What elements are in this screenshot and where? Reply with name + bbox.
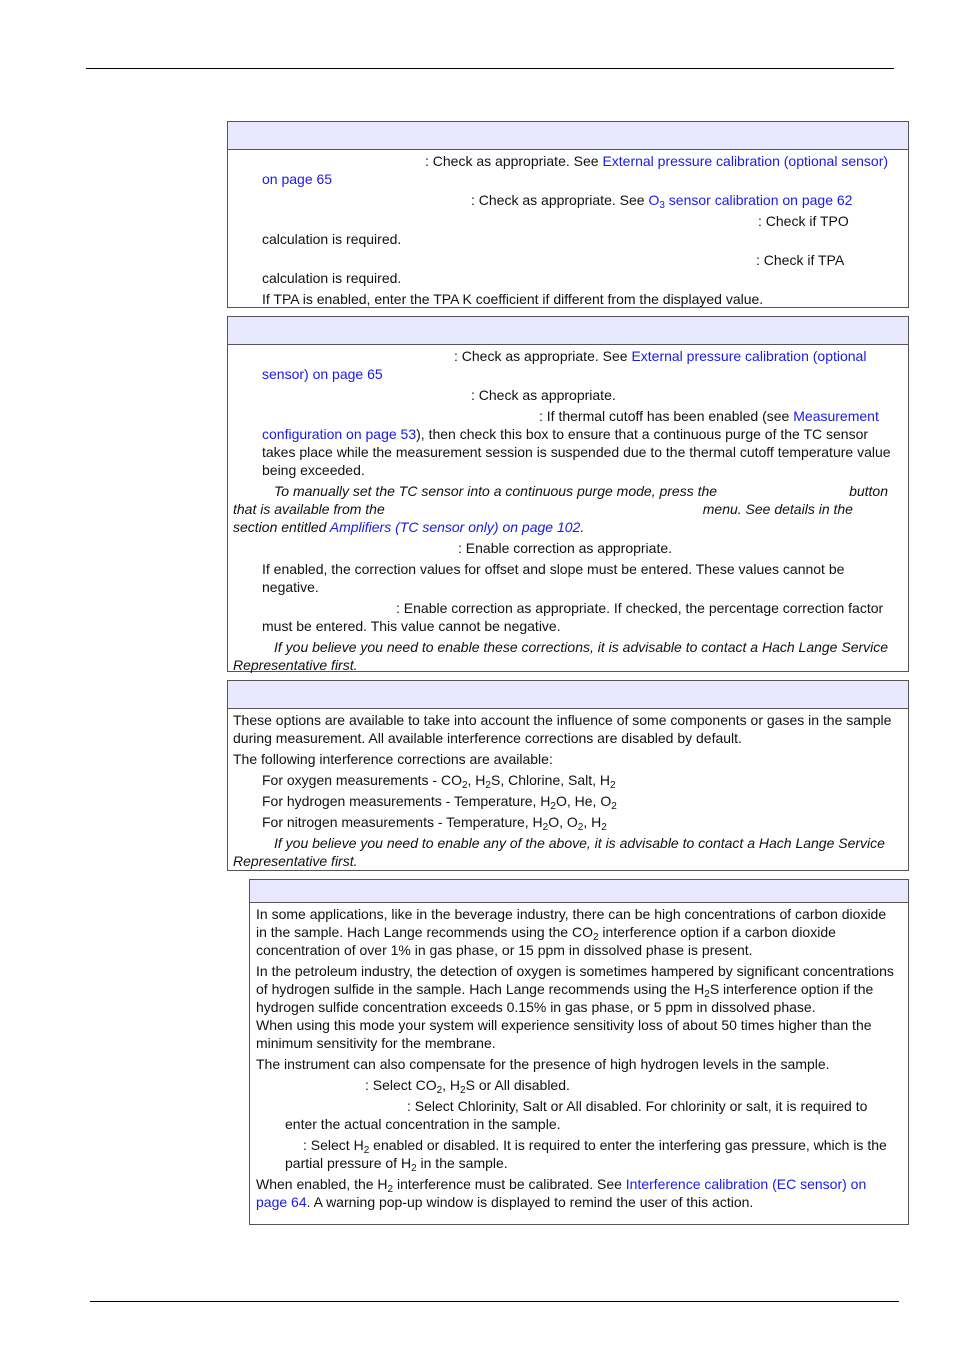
box2-item-offset-slope: If enabled, the correction values for offset and slope must be entered. These values cannot be negative. bbox=[262, 561, 845, 595]
box2-note-purge: To manually set the TC sensor into a continuous purge mode, press the button that is available from the menu. See details in the section entitled Amplifiers (TC sensor only) on page 102. bbox=[233, 483, 889, 535]
box1-item-o3: : Check as appropriate. See $O_3$ sensor calibration on page 62 bbox=[471, 192, 853, 211]
box2-item-purge: : If thermal cutoff has been enabled (see Measurement configuration on page 53), then check this box to ensure that a continuous purge of the TC sensor takes place while the measurement session is suspended due to the thermal cutoff temperature value being exceeded. bbox=[262, 408, 891, 478]
details-list-h2: : Select $H_2$ enabled or disabled. It is required to enter the interfering gas pressure, which is the partial pressure of $H_2$ in the sample. bbox=[285, 1137, 887, 1174]
box1-item-tpa: : Check if TPA calculation is required. bbox=[262, 252, 844, 286]
interference-details-box bbox=[249, 879, 909, 1225]
interference-box bbox=[227, 680, 909, 871]
details-list-co2: : Select $CO_2$, $H_2S$ or All disabled. bbox=[365, 1077, 570, 1096]
interference-intro: These options are available to take into account the influence of some components or gases in the sample during measurement. All available interference corrections are disabled by default. bbox=[233, 712, 892, 746]
top-rule bbox=[86, 68, 894, 69]
box2-item-pressure: : Check as appropriate. See External pressure calibration (optional sensor) on page 65 bbox=[262, 348, 867, 382]
box1-item-tpa-k: If TPA is enabled, enter the TPA K coefficient if different from the displayed value. bbox=[262, 291, 764, 307]
box2-item-check: : Check as appropriate. bbox=[471, 387, 616, 403]
details-h2s: In the petroleum industry, the detection of oxygen is sometimes hampered by significant concentrations of hydrogen sulfide in the sample. Hach Lange recommends using the $H_2S$ interference option if the hydrogen sulfide concentration exceeds 0.15% in gas phase, or 5 ppm in dissolved phase. When using this mode your system will experience sensitivity loss of about 50 times higher than the minimum sensitivity for the membrane. bbox=[256, 963, 894, 1051]
options-box-2 bbox=[227, 316, 909, 672]
link-measurement-configuration[interactable]: Measurement configuration on page 53 bbox=[262, 408, 879, 442]
interference-note: If you believe you need to enable any of the above, it is advisable to contact a Hach Lange Service Representative first. bbox=[233, 835, 885, 869]
box2-item-correction: : Enable correction as appropriate. bbox=[458, 540, 673, 556]
box2-item-percentage: : Enable correction as appropriate. If checked, the percentage correction factor must be entered. This value cannot be negative. bbox=[262, 600, 884, 634]
interference-available: The following interference corrections are available: bbox=[233, 751, 553, 767]
interference-box-header bbox=[228, 681, 908, 709]
details-list-chlorinity: : Select Chlorinity, Salt or All disabled. For chlorinity or salt, it is required to enter the actual concentration in the sample. bbox=[285, 1098, 868, 1132]
options-box-1-header bbox=[228, 122, 908, 150]
interference-details-header bbox=[250, 880, 908, 903]
interference-list-hydrogen: For hydrogen measurements - Temperature, $H_2O$, He, $O_2$ bbox=[262, 793, 617, 812]
details-hydrogen: The instrument can also compensate for the presence of high hydrogen levels in the sample. bbox=[256, 1056, 830, 1072]
link-external-pressure-calibration-2[interactable]: External pressure calibration (optional sensor) on page 65 bbox=[262, 348, 867, 382]
link-o3-sensor-calibration[interactable]: $O_3$ sensor calibration on page 62 bbox=[648, 192, 853, 211]
link-external-pressure-calibration[interactable]: External pressure calibration (optional sensor) on page 65 bbox=[262, 153, 889, 187]
interference-list-oxygen: For oxygen measurements - $CO_2$, $H_2S$, Chlorine, Salt, $H_2$ bbox=[262, 772, 616, 791]
link-amplifiers[interactable]: Amplifiers (TC sensor only) on page 102 bbox=[329, 519, 581, 535]
details-calibration: When enabled, the $H_2$ interference must be calibrated. See Interference calibration (EC sensor) on page 64. A warning pop-up window is displayed to remind the user of this action. bbox=[256, 1176, 867, 1210]
box2-note-contact: If you believe you need to enable these corrections, it is advisable to contact a Hach Lange Service Representative first. bbox=[233, 639, 889, 673]
options-box-2-header bbox=[228, 317, 908, 345]
options-box-1 bbox=[227, 121, 909, 308]
link-interference-calibration[interactable]: Interference calibration (EC sensor) on page 64 bbox=[256, 1176, 867, 1210]
box1-item-pressure: : Check as appropriate. See External pressure calibration (optional sensor) on page 65 bbox=[262, 153, 889, 187]
bottom-rule bbox=[90, 1301, 899, 1302]
box1-item-tpo: : Check if TPO calculation is required. bbox=[262, 213, 849, 247]
details-co2: In some applications, like in the beverage industry, there can be high concentrations of carbon dioxide in the sample. Hach Lange recommends using the $CO_2$ interference option if a carbon dioxide concentration of over 1% in gas phase, or 15 ppm in dissolved phase is present. bbox=[256, 906, 887, 958]
interference-list-nitrogen: For nitrogen measurements - Temperature, $H_2O$, $O_2$, $H_2$ bbox=[262, 814, 607, 833]
